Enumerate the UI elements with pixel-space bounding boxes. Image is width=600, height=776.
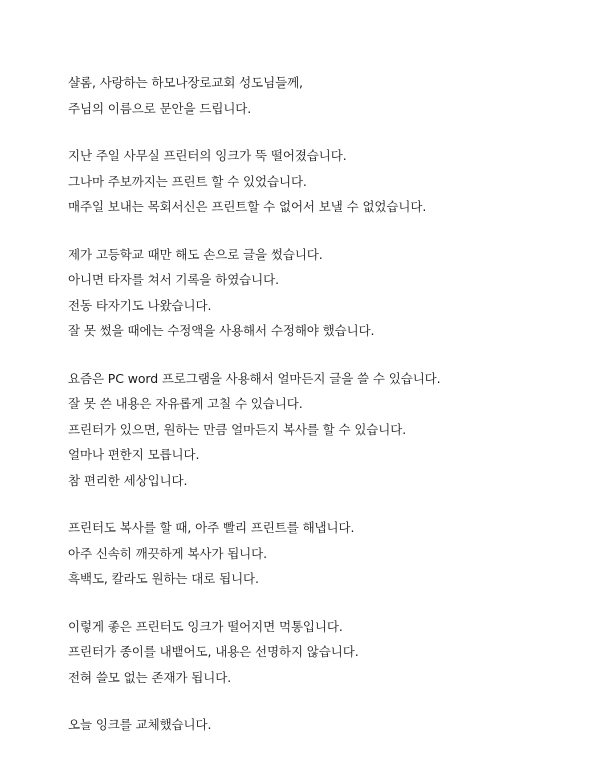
text-line: 이렇게 좋은 프린터도 잉크가 떨어지면 먹통입니다. [68,618,343,634]
text-line: 얼마나 편한지 모릅니다. [68,447,200,462]
text-line: 전혀 쓸모 없는 존재가 됩니다. [68,669,232,685]
paragraph-printer-speed [68,515,568,592]
text-line: 프린터도 복사를 할 때, 아주 빨리 프린트를 해냅니다. [68,520,355,535]
text-line: 아주 신속히 깨끗하게 복사가 됩니다. [68,545,267,561]
text-line: 주님의 이름으로 문안을 드립니다. [68,100,252,116]
text-line: 프린터가 있으면, 원하는 만큼 얼마든지 복사를 할 수 있습니다. [68,421,407,437]
text-line: 샬롬, 사랑하는 하모나장로교회 성도님들께, [68,75,303,90]
text-line: 참 편리한 세상입니다. [68,472,188,488]
text-line: 잘 못 썼을 때에는 수정액을 사용해서 수정해야 했습니다. [68,323,375,338]
paragraph-no-ink [68,614,568,691]
paragraph-past-writing [68,242,568,344]
text-line: 전동 타자기도 나왔습니다. [68,297,212,313]
text-line: 잘 못 쓴 내용은 자유롭게 고칠 수 있습니다. [68,396,303,411]
paragraph-greeting [68,70,568,121]
paragraph-replaced-ink [68,712,568,738]
text-line: 오늘 잉크를 교체했습니다. [68,717,212,732]
text-line: 매주일 보내는 목회서신은 프린트할 수 없어서 보낼 수 없었습니다. [68,199,427,214]
text-line: 제가 고등학교 때만 해도 손으로 글을 썼습니다. [68,246,323,262]
paragraph-modern-convenience [68,366,568,494]
text-line: 요즘은 PC word 프로그램을 사용해서 얼마든지 글을 쓸 수 있습니다. [68,370,441,386]
text-line: 아니면 타자를 쳐서 기록을 하였습니다. [68,272,279,287]
paragraph-printer-ink [68,143,568,220]
text-line: 프린터가 종이를 내뱉어도, 내용은 선명하지 않습니다. [68,644,359,659]
text-line: 그나마 주보까지는 프린트 할 수 있었습니다. [68,173,307,189]
letter-body [68,70,568,760]
text-line: 지난 주일 사무실 프린터의 잉크가 뚝 떨어졌습니다. [68,148,347,163]
text-line: 흑백도, 칼라도 원하는 대로 됩니다. [68,571,259,586]
